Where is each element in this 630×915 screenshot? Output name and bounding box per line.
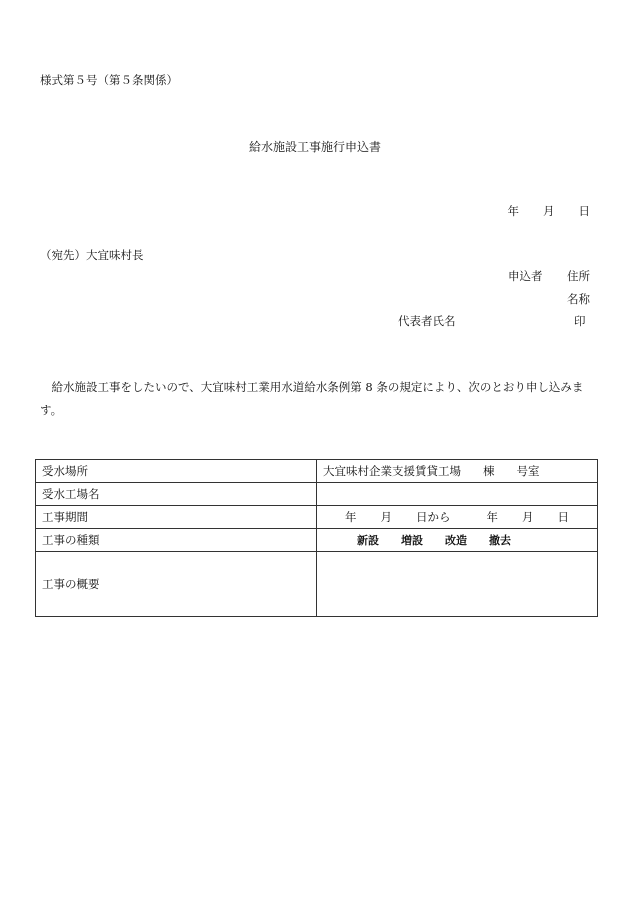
period-year-start: 年: [345, 510, 357, 524]
row-label-period: 工事期間: [36, 506, 317, 529]
date-month: 月: [543, 204, 555, 218]
table-row: [36, 483, 598, 506]
row-value-location[interactable]: [317, 460, 598, 483]
period-day-end: 日: [557, 510, 569, 524]
document-title: 給水施設工事施行申込書: [248, 140, 381, 154]
row-label-factory: 受水工場名: [36, 483, 317, 506]
option-modify[interactable]: 改造: [445, 534, 467, 547]
application-table: [35, 459, 598, 617]
date-year: 年: [507, 204, 519, 218]
date-day: 日: [578, 204, 590, 218]
row-value-type: [317, 529, 598, 552]
row-label-location: 受水場所: [36, 460, 317, 483]
representative-label: 代表者氏名: [398, 314, 456, 328]
applicant-label: 申込者: [508, 269, 543, 283]
row-label-summary: 工事の概要: [36, 552, 317, 617]
location-unit-building: 棟: [483, 464, 495, 478]
row-value-period[interactable]: [317, 506, 598, 529]
table-row: [36, 460, 598, 483]
body-text: 給水施設工事をしたいので、大宜味村工業用水道給水条例第 8 条の規定により、次のとおり申し込みます。: [40, 380, 584, 417]
table-row: [36, 506, 598, 529]
period-month-start: 月: [380, 510, 392, 524]
date-line: [484, 203, 591, 219]
row-label-type: 工事の種類: [36, 529, 317, 552]
location-unit-room: 号室: [516, 464, 540, 478]
option-remove[interactable]: 撤去: [489, 534, 511, 547]
period-month-end: 月: [522, 510, 534, 524]
option-new[interactable]: 新設: [357, 534, 379, 547]
table-row: [36, 529, 598, 552]
row-value-summary[interactable]: [317, 552, 598, 617]
seal-mark: 印: [574, 314, 586, 328]
table-row: [36, 552, 598, 617]
addressee: （宛先）大宜味村長: [40, 248, 144, 262]
period-day-start: 日から: [416, 510, 451, 524]
location-prefix: 大宜味村企業支援賃貸工場: [323, 464, 461, 478]
address-label: 住所: [567, 269, 590, 283]
period-year-end: 年: [486, 510, 498, 524]
option-expand[interactable]: 増設: [401, 534, 423, 547]
form-number: 様式第５号（第５条関係）: [40, 73, 178, 87]
row-value-factory[interactable]: [317, 483, 598, 506]
name-label: 名称: [567, 292, 590, 306]
